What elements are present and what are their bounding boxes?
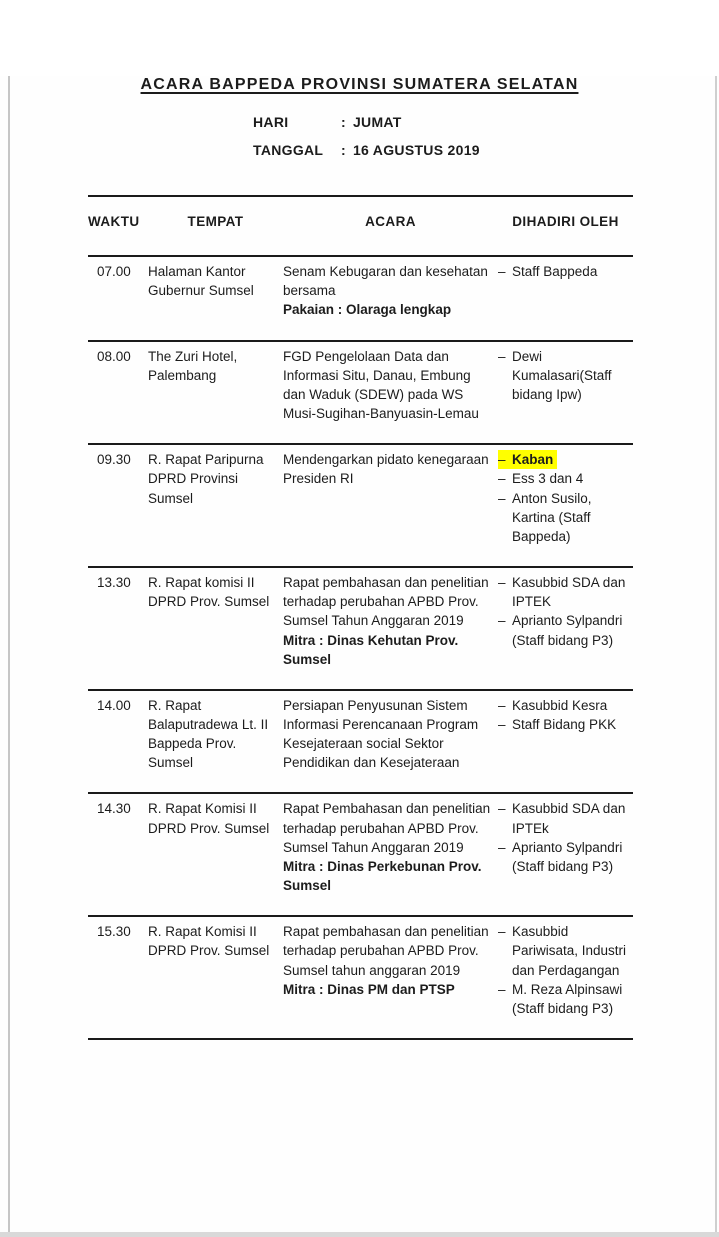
page-edge-right — [715, 76, 717, 1237]
page-title: ACARA BAPPEDA PROVINSI SUMATERA SELATAN — [140, 76, 579, 93]
document-page — [0, 76, 719, 1237]
row-time: 14.00 — [97, 697, 131, 713]
dash: – — [498, 839, 506, 855]
row-agenda — [283, 793, 498, 916]
attendee-item: – Aprianto Sylpandri (Staff bidang P3) — [498, 838, 633, 876]
row-time: 07.00 — [97, 264, 131, 280]
dash: – — [498, 452, 506, 468]
row-time: 13.30 — [97, 575, 131, 591]
row-agenda — [283, 444, 498, 567]
attendee-list — [498, 262, 633, 281]
agenda-line-mitra: Mitra : Dinas Perkebunan Prov. Sumsel — [283, 858, 482, 894]
table-row — [88, 567, 633, 690]
table-row — [88, 916, 633, 1039]
row-place: Halaman Kantor Gubernur Sumsel — [148, 264, 254, 299]
dash: – — [498, 575, 506, 591]
row-time: 09.30 — [97, 452, 131, 468]
dash: – — [498, 801, 506, 817]
row-attendees — [498, 256, 633, 340]
schedule-table — [88, 195, 633, 1040]
row-attendees — [498, 444, 633, 567]
row-time: 15.30 — [97, 924, 131, 940]
dash: – — [498, 490, 506, 506]
agenda-line-mitra: Mitra : Dinas Kehutan Prov. Sumsel — [283, 632, 459, 667]
row-agenda — [283, 341, 498, 445]
row-place: R. Rapat Paripurna DPRD Provinsi Sumsel — [148, 452, 264, 506]
attendee-item: – Staff Bidang PKK — [498, 715, 633, 734]
attendee-item: – Kasubbid Pariwisata, Industri dan Perdagangan — [498, 922, 633, 979]
agenda-line: Persiapan Penyusunan Sistem Informasi Perencanaan Program Kesejateraan social Sektor Pendidikan dan Kesejateraan — [283, 697, 479, 771]
row-attendees — [498, 341, 633, 445]
page-edge-bottom — [0, 1232, 719, 1237]
table-row — [88, 444, 633, 567]
meta-day-value: JUMAT — [352, 114, 402, 130]
dash: – — [498, 471, 506, 487]
agenda-line: Rapat Pembahasan dan penelitian terhadap perubahan APBD Prov. Sumsel Tahun Anggaran 2019 — [283, 801, 491, 855]
page-edge-left — [8, 76, 10, 1237]
row-agenda — [283, 567, 498, 690]
row-attendees — [498, 916, 633, 1039]
attendee-item: – M. Reza Alpinsawi (Staff bidang P3) — [498, 980, 633, 1018]
agenda-line: Senam Kebugaran dan kesehatan bersama — [283, 264, 488, 299]
row-place: R. Rapat Komisi II DPRD Prov. Sumsel — [148, 801, 270, 836]
row-place: R. Rapat Komisi II DPRD Prov. Sumsel — [148, 924, 270, 959]
attendee-item: – Kasubbid SDA dan IPTEK — [498, 573, 633, 611]
meta-date-label: TANGGAL — [253, 142, 324, 158]
dash: – — [498, 981, 506, 997]
meta-day — [253, 114, 719, 130]
attendee-item: – Anton Susilo, Kartina (Staff Bappeda) — [498, 489, 633, 546]
attendee-item: – Kasubbid Kesra — [498, 696, 633, 715]
dash: – — [498, 264, 506, 280]
agenda-line: Mendengarkan pidato kenegaraan Presiden RI — [283, 452, 489, 487]
agenda-line: FGD Pengelolaan Data dan Informasi Situ, Danau, Embung dan Waduk (SDEW) pada WS Musi-Sugihan-Banyuasin-Lemau — [283, 348, 479, 422]
attendee-list — [498, 696, 633, 734]
attendee-list — [498, 573, 633, 650]
row-agenda — [283, 256, 498, 340]
row-attendees — [498, 690, 633, 794]
row-agenda — [283, 916, 498, 1039]
attendee-list — [498, 922, 633, 1018]
attendee-list — [498, 799, 633, 876]
meta-date — [253, 142, 719, 158]
meta-date-separator: : — [341, 142, 346, 158]
row-time: 14.30 — [97, 801, 131, 817]
meta-block — [253, 114, 719, 158]
table-row — [88, 256, 633, 340]
attendee-list — [498, 347, 633, 404]
attendee-item: – Staff Bappeda — [498, 262, 633, 281]
attendee-list — [498, 450, 633, 546]
agenda-line-dresscode: Pakaian : Olaraga lengkap — [283, 302, 452, 318]
agenda-line: Rapat pembahasan dan penelitian terhadap perubahan APBD Prov. Sumsel Tahun Anggaran 2019 — [283, 575, 489, 629]
table-row — [88, 341, 633, 445]
dash: – — [498, 613, 506, 629]
meta-day-separator: : — [341, 114, 346, 130]
agenda-line: Rapat pembahasan dan penelitian terhadap perubahan APBD Prov. Sumsel tahun anggaran 2019 — [283, 924, 489, 978]
column-header-tempat: TEMPAT — [187, 214, 244, 229]
column-header-dihadiri-oleh: DIHADIRI OLEH — [512, 214, 619, 229]
dash: – — [498, 348, 506, 364]
attendee-item: – Ess 3 dan 4 — [498, 469, 633, 488]
attendee-item: – Dewi Kumalasari(Staff bidang Ipw) — [498, 347, 633, 404]
row-agenda — [283, 690, 498, 794]
attendee-item: – Kasubbid SDA dan IPTEk — [498, 799, 633, 837]
attendee-item: – Aprianto Sylpandri (Staff bidang P3) — [498, 611, 633, 649]
table-header-row — [88, 196, 633, 256]
table-row — [88, 793, 633, 916]
dash: – — [498, 697, 506, 713]
row-time: 08.00 — [97, 348, 131, 364]
meta-day-label: HARI — [253, 114, 289, 130]
row-place: R. Rapat komisi II DPRD Prov. Sumsel — [148, 575, 270, 610]
column-header-waktu: WAKTU — [88, 214, 140, 229]
dash: – — [498, 924, 506, 940]
row-attendees — [498, 567, 633, 690]
row-attendees — [498, 793, 633, 916]
row-place: The Zuri Hotel, Palembang — [148, 348, 238, 383]
dash: – — [498, 716, 506, 732]
row-place: R. Rapat Balaputradewa Lt. II Bappeda Prov. Sumsel — [148, 697, 269, 771]
attendee-item-highlighted: – Kaban — [498, 450, 557, 469]
agenda-line-mitra: Mitra : Dinas PM dan PTSP — [283, 981, 455, 997]
column-header-acara: ACARA — [365, 214, 416, 229]
table-row — [88, 690, 633, 794]
meta-date-value: 16 AGUSTUS 2019 — [352, 142, 480, 158]
